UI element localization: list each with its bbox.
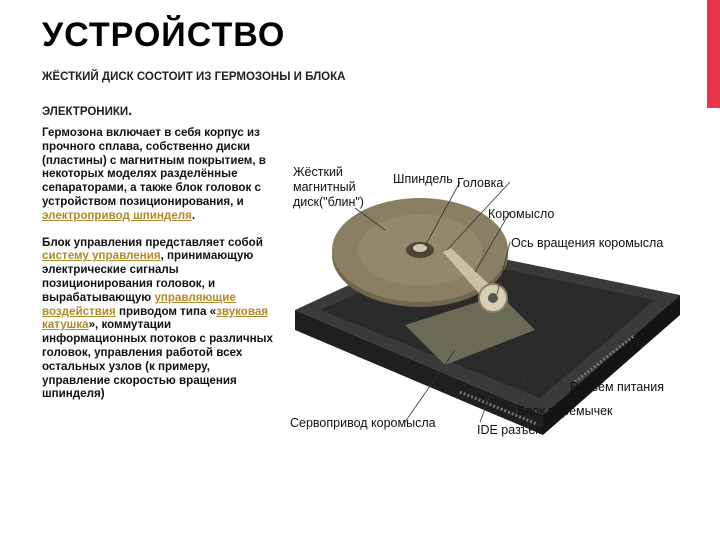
label-power-connector: Разъём питания — [570, 380, 664, 394]
label-spindle: Шпиндель — [393, 172, 453, 186]
paragraph2-text3: приводом типа « — [115, 304, 217, 318]
link-spindle-drive[interactable]: электропривод шпинделя — [42, 208, 192, 222]
subtitle-line-1: ЖЁСТКИЙ ДИСК СОСТОИТ ИЗ ГЕРМОЗОНЫ И БЛОКА — [42, 71, 346, 83]
paragraph1-end: . — [191, 208, 196, 222]
label-rocker-axis: Ось вращения коромысла — [511, 236, 664, 250]
slide-title: УСТРОЙСТВО — [42, 16, 286, 54]
rocker-axis-center — [488, 293, 498, 303]
body-text — [42, 126, 277, 414]
link-control-system[interactable]: систему управления — [42, 249, 161, 263]
paragraph2-text1: Блок управления представляет собой — [42, 235, 263, 249]
slide-subtitle — [42, 60, 462, 129]
paragraph2-text2: , принимающую электрические сигналы позиционирования головок, и вырабатывающую — [42, 249, 254, 304]
spindle-cap — [413, 244, 427, 252]
label-head: Головка — [457, 176, 504, 190]
paragraph1-text: Гермозона включает в себя корпус из прочного сплава, собственно диски (пластины) с магнитным покрытием, в некоторых моделях разделённые сепараторами, а также блок головок с устройством позиционирования, и — [42, 126, 266, 208]
paragraph-control-unit — [42, 236, 277, 402]
accent-bar — [707, 0, 720, 108]
subtitle-end: . — [128, 102, 133, 119]
paragraph2-text4: », коммутации информационных потоков с различных головок, управления работой всех остальных узлов (к примеру, управление скоростью вращения шпинделя) — [42, 318, 273, 401]
subtitle-line-2: ЭЛЕКТРОНИКИ — [42, 106, 129, 118]
label-jumper-block: Блок перемычек — [517, 404, 613, 418]
link-control-actions[interactable]: управляющие воздействия — [42, 290, 236, 318]
label-servo-drive: Сервопривод коромысла — [290, 416, 436, 430]
paragraph-germozone — [42, 126, 277, 223]
hdd-diagram — [285, 160, 695, 450]
label-rocker: Коромысло — [488, 207, 555, 221]
link-voice-coil[interactable]: звуковая катушка — [42, 304, 269, 332]
label-ide-connector: IDE разъём — [477, 423, 544, 437]
label-disk: Жёсткий магнитный диск("блин") — [293, 165, 364, 209]
